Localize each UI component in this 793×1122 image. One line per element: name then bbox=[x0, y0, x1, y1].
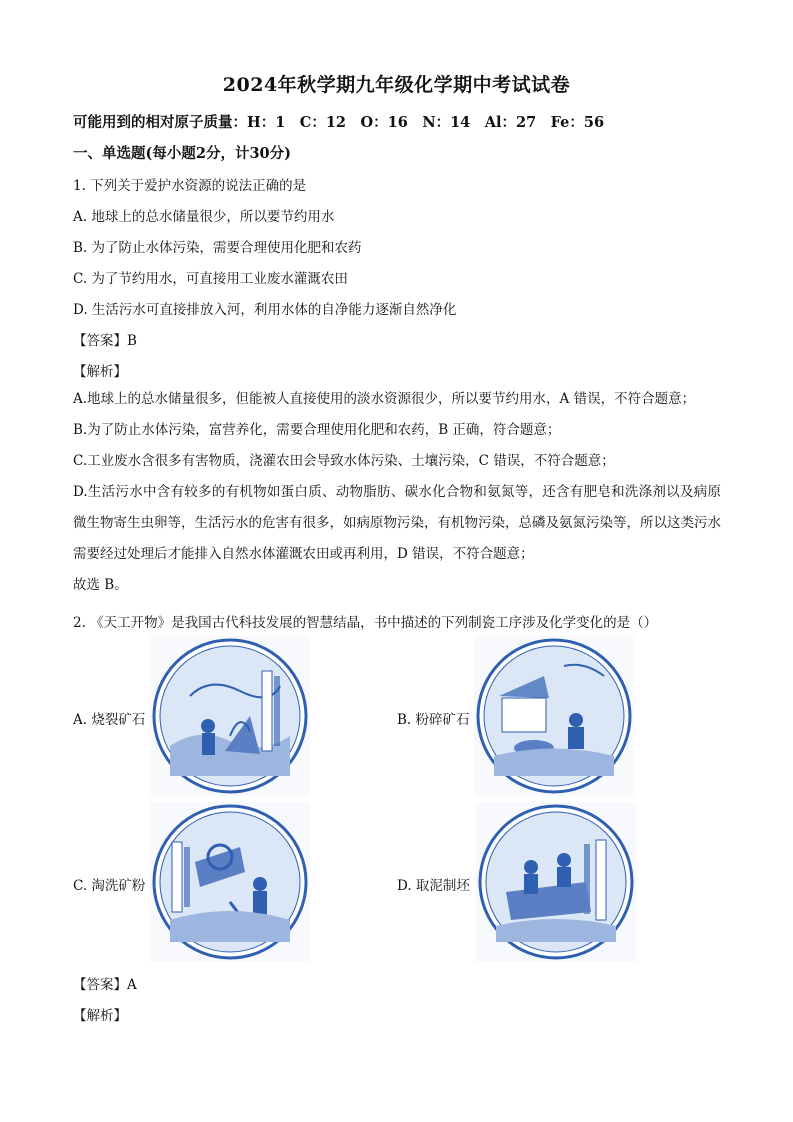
q1-stem: 1. 下列关于爱护水资源的说法正确的是 bbox=[73, 178, 307, 194]
q1-conclusion: 故选 B。 bbox=[73, 577, 128, 593]
q2-stem: 2. 《天工开物》是我国古代科技发展的智慧结晶，书中描述的下列制瓷工序涉及化学变化的是（） bbox=[73, 615, 658, 631]
q2-analysis-label: 【解析】 bbox=[73, 1008, 127, 1024]
q2-option-c: C. 淘洗矿粉 bbox=[73, 878, 146, 894]
section-heading: 一、单选题(每小题2分，计30分) bbox=[73, 145, 291, 162]
exam-title: 2024年秋学期九年级化学期中考试试卷 bbox=[222, 74, 571, 96]
q2-option-a: A. 烧裂矿石 bbox=[73, 712, 146, 728]
q1-analysis-b: B.为了防止水体污染，富营养化，需要合理使用化肥和农药，B 正确，符合题意； bbox=[73, 422, 561, 438]
q2-option-d: D. 取泥制坯 bbox=[397, 878, 470, 894]
plate-image-d bbox=[476, 802, 636, 962]
q1-option-b: B. 为了防止水体污染，需要合理使用化肥和农药 bbox=[73, 240, 362, 256]
q2-option-b: B. 粉碎矿石 bbox=[397, 712, 470, 728]
atomic-masses: 可能用到的相对原子质量：H：1 C：12 O：16 N：14 Al：27 Fe：56 bbox=[73, 114, 605, 131]
q1-analysis-c: C.工业废水含很多有害物质，浇灌农田会导致水体污染、土壤污染，C 错误，不符合题意； bbox=[73, 453, 615, 469]
q1-option-a: A. 地球上的总水储量很少，所以要节约用水 bbox=[73, 209, 335, 225]
q2-answer: 【答案】A bbox=[73, 977, 137, 993]
q1-analysis-label: 【解析】 bbox=[73, 364, 127, 380]
q1-answer: 【答案】B bbox=[73, 333, 137, 349]
q1-option-c: C. 为了节约用水，可直接用工业废水灌溉农田 bbox=[73, 271, 348, 287]
plate-image-b bbox=[474, 636, 634, 796]
plate-image-a bbox=[150, 636, 310, 796]
q1-analysis-d: D.生活污水中含有较多的有机物如蛋白质、动物脂肪、碳水化合物和氨氮等，还含有肥皂和洗涤剂以及病原微生物寄生虫卵等，生活污水的危害有很多，如病原物污染，有机物污染，总磷及氨氮污染等，所以这类污水需要经过处理后才能排入自然水体灌溉农田或再利用，D 错误，不符合题意； bbox=[73, 484, 721, 562]
q1-option-d: D. 生活污水可直接排放入河，利用水体的自净能力逐渐自然净化 bbox=[73, 302, 457, 318]
plate-image-c bbox=[150, 802, 310, 962]
q1-analysis-a: A.地球上的总水储量很多，但能被人直接使用的淡水资源很少，所以要节约用水，A 错误，不符合题意； bbox=[73, 391, 696, 407]
q1-analysis-block bbox=[73, 384, 721, 601]
